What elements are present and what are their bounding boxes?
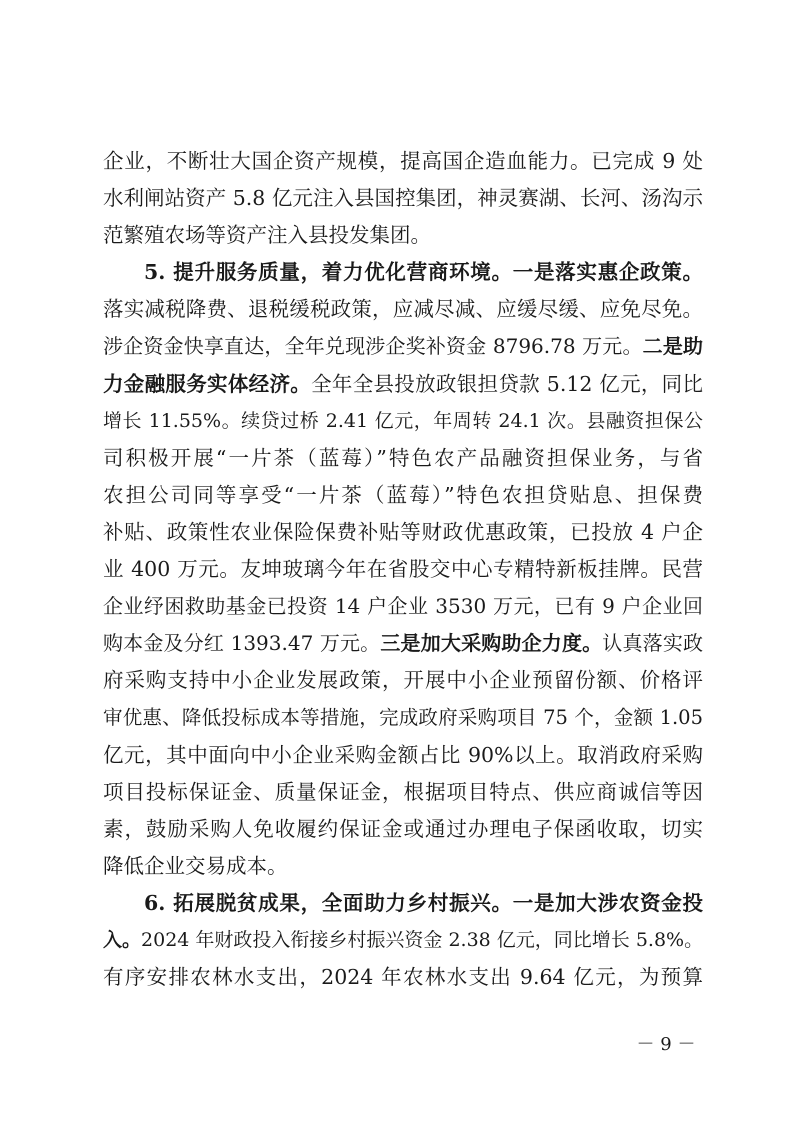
text-run: 涉企资金快享直达，全年兑现涉企奖补资金 8796.78 万元。 — [103, 334, 643, 359]
page-number: － 9 － — [636, 1034, 696, 1055]
text-line — [103, 848, 703, 885]
text-run: 认真落实政 — [602, 631, 703, 656]
text-run: 范繁殖农场等资产注入县投发集团。 — [103, 223, 431, 248]
bold-text-run: 入。 — [103, 928, 142, 951]
text-line — [103, 885, 703, 922]
bold-text-run: 6. 拓展脱贫成果，全面助力乡村振兴。一是加大涉农资金投 — [144, 890, 703, 915]
text-run: 补贴、政策性农业保险保费补贴等财政优惠政策，已投放 4 户企 — [103, 519, 703, 544]
text-line — [103, 811, 703, 848]
bold-text-run: 二是助 — [642, 334, 703, 359]
text-run: 农担公司同等享受“一片茶（蓝莓）”特色农担贷贴息、担保费 — [103, 482, 703, 507]
body-text — [103, 143, 703, 996]
text-run: 司积极开展“一片茶（蓝莓）”特色农产品融资担保业务，与省 — [103, 445, 703, 470]
text-run: 项目投标保证金、质量保证金，根据项目特点、供应商诚信等因 — [103, 779, 703, 804]
text-run: 有序安排农林水支出，2024 年农林水支出 9.64 亿元，为预算 — [103, 965, 703, 990]
text-line — [103, 699, 703, 736]
text-run: 落实减税降费、退税缓税政策，应减尽减、应缓尽缓、应免尽免。 — [103, 297, 703, 322]
text-line — [103, 254, 703, 291]
text-run: 2024 年财政投入衔接乡村振兴资金 2.38 亿元，同比增长 5.8%。 — [141, 928, 703, 951]
text-line — [103, 737, 703, 774]
bold-text-run: 力金融服务实体经济。 — [103, 371, 312, 396]
text-run: 业 400 万元。友坤玻璃今年在省股交中心专精特新板挂牌。民营 — [103, 557, 703, 582]
text-line — [103, 662, 703, 699]
text-line — [103, 922, 703, 959]
text-line — [103, 477, 703, 514]
bold-text-run: 5. 提升服务质量，着力优化营商环境。一是落实惠企政策。 — [144, 260, 703, 285]
text-run: 增长 11.55%。续贷过桥 2.41 亿元，年周转 24.1 次。县融资担保公 — [103, 409, 703, 432]
text-line — [103, 959, 703, 996]
text-line — [103, 366, 703, 403]
text-line — [103, 328, 703, 365]
text-run: 亿元，其中面向中小企业采购金额占比 90%以上。取消政府采购 — [103, 742, 703, 767]
text-run: 购本金及分红 1393.47 万元。 — [103, 631, 381, 656]
bold-text-run: 三是加大采购助企力度。 — [380, 631, 603, 656]
text-line — [103, 551, 703, 588]
text-run: 全年全县投放政银担贷款 5.12 亿元，同比 — [311, 371, 703, 396]
text-run: 企业，不断壮大国企资产规模，提高国企造血能力。已完成 9 处 — [103, 149, 703, 173]
text-line — [103, 514, 703, 551]
text-run: 素，鼓励采购人免收履约保证金或通过办理电子保函收取，切实 — [103, 816, 703, 841]
text-run: 审优惠、降低投标成本等措施，完成政府采购项目 75 个，金额 1.05 — [103, 706, 703, 730]
text-line — [103, 440, 703, 477]
text-line — [103, 403, 703, 440]
text-run: 府采购支持中小企业发展政策，开展中小企业预留份额、价格评 — [103, 668, 703, 693]
text-line — [103, 291, 703, 328]
text-line — [103, 588, 703, 625]
text-line — [103, 217, 703, 254]
text-line — [103, 625, 703, 662]
text-line — [103, 180, 703, 217]
text-line — [103, 143, 703, 180]
text-run: 降低企业交易成本。 — [103, 853, 288, 878]
text-run: 水利闸站资产 5.8 亿元注入县国控集团，神灵赛湖、长河、汤沟示 — [103, 186, 703, 211]
text-line — [103, 774, 703, 811]
text-run: 企业纾困救助基金已投资 14 户企业 3530 万元，已有 9 户企业回 — [103, 594, 703, 619]
